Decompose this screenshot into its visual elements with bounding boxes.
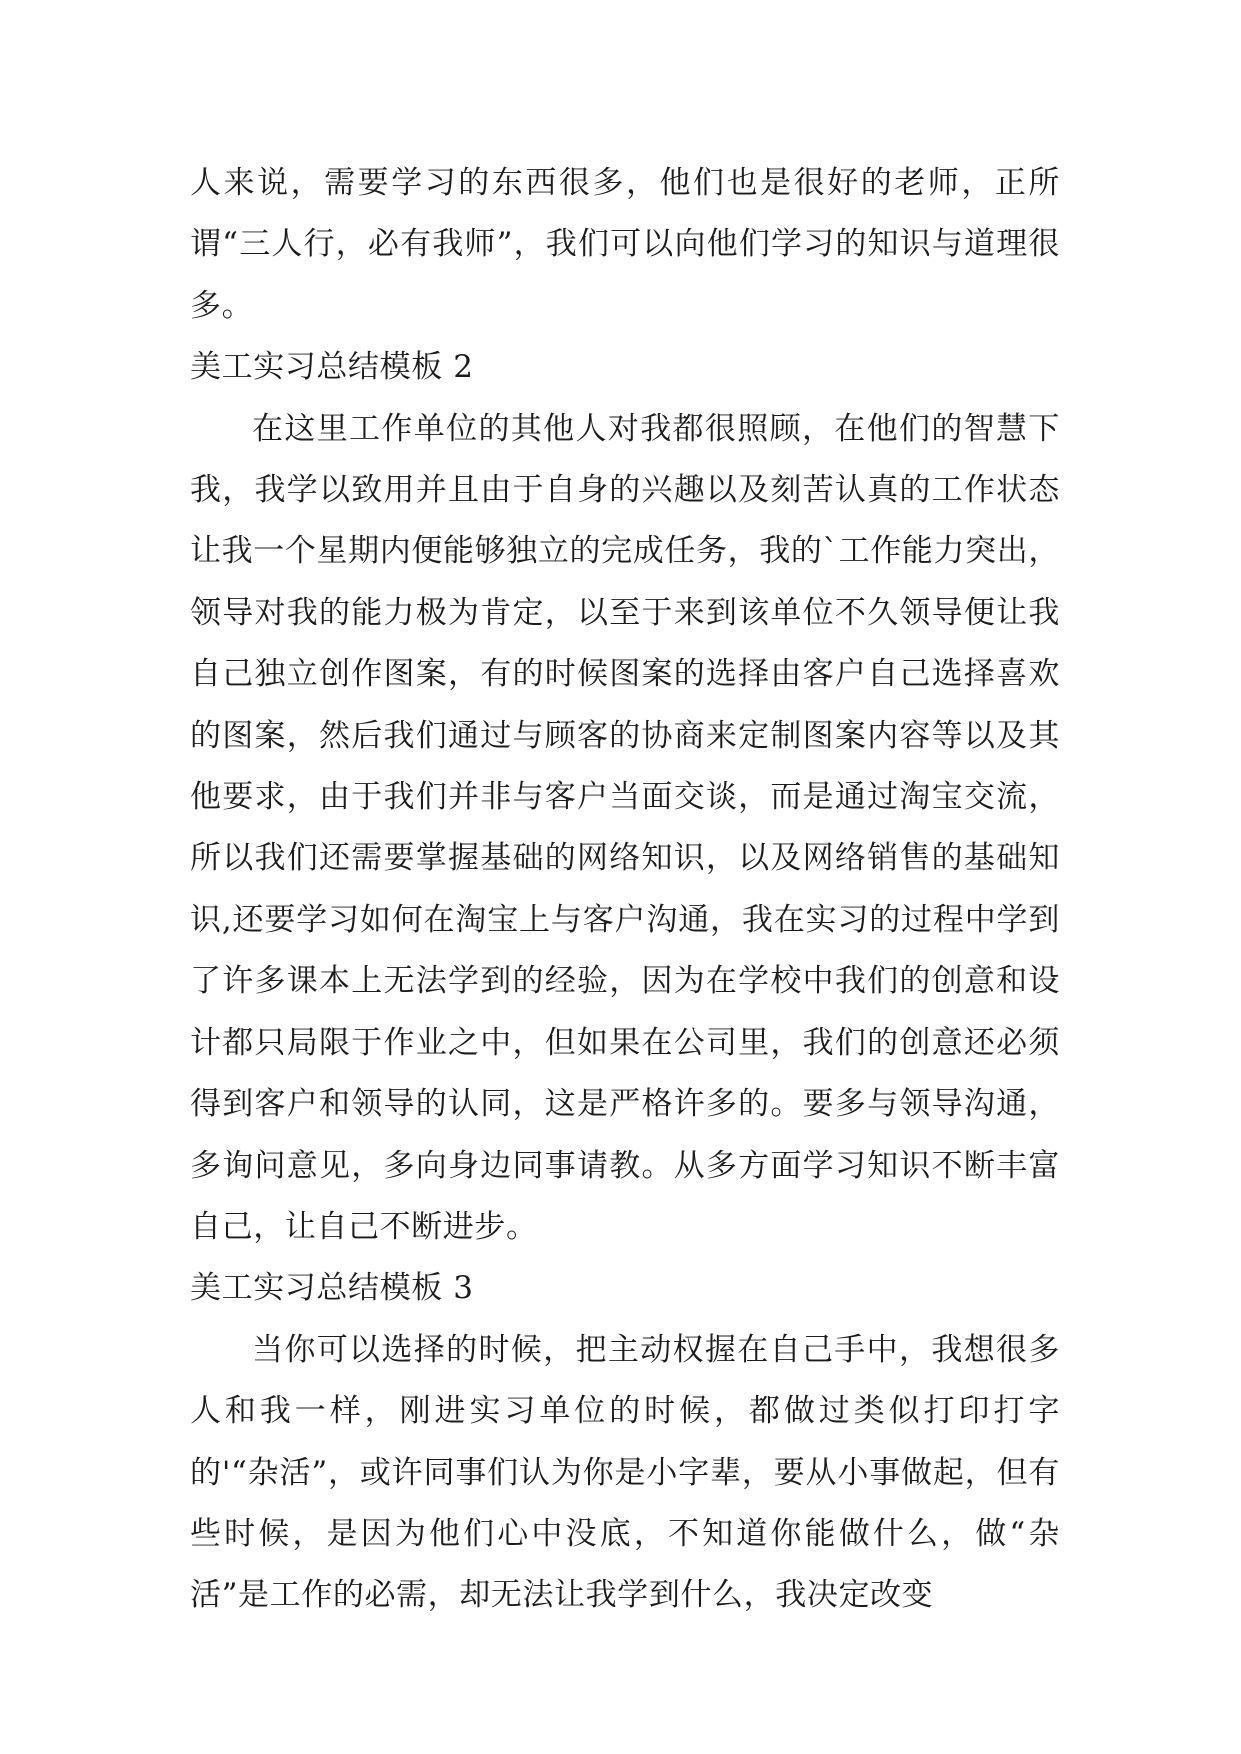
paragraph-section-2: 在这里工作单位的其他人对我都很照顾，在他们的智慧下我，我学以致用并且由于自身的兴趣以及刻苦认真的工作状态让我一个星期内便能够独立的完成任务，我的`工作能力突出，领导对我的能力极为肯定，以至于来到该单位不久领导便让我自己独立创作图案，有的时候图案的选择由客户自己选择喜欢的图案，然后我们通过与顾客的协商来定制图案内容等以及其他要求，由于我们并非与客户当面交谈，而是通过淘宝交流，所以我们还需要掌握基础的网络知识，以及网络销售的基础知识,还要学习如何在淘宝上与客户沟通，我在实习的过程中学到了许多课本上无法学到的经验，因为在学校中我们的创意和设计都只局限于作业之中，但如果在公司里，我们的创意还必须得到客户和领导的认同，这是严格许多的。要多与领导沟通，多询问意见，多向身边同事请教。从多方面学习知识不断丰富自己，让自己不断进步。 <box>190 410 1060 1245</box>
section-heading-2: 美工实习总结模板 2 <box>190 349 474 386</box>
document-body <box>190 153 1060 1627</box>
paragraph-continuation: 人来说，需要学习的东西很多，他们也是很好的老师，正所谓“三人行，必有我师”，我们可以向他们学习的知识与道理很多。 <box>190 165 1060 324</box>
paragraph-section-3: 当你可以选择的时候，把主动权握在自己手中，我想很多人和我一样，刚进实习单位的时候，都做过类似打印打字的'“杂活”，或许同事们认为你是小字辈，要从小事做起，但有些时候，是因为他们心中没底，不知道你能做什么，做“杂活”是工作的必需，却无法让我学到什么，我决定改变 <box>190 1331 1060 1614</box>
section-heading-3: 美工实习总结模板 3 <box>190 1270 474 1307</box>
